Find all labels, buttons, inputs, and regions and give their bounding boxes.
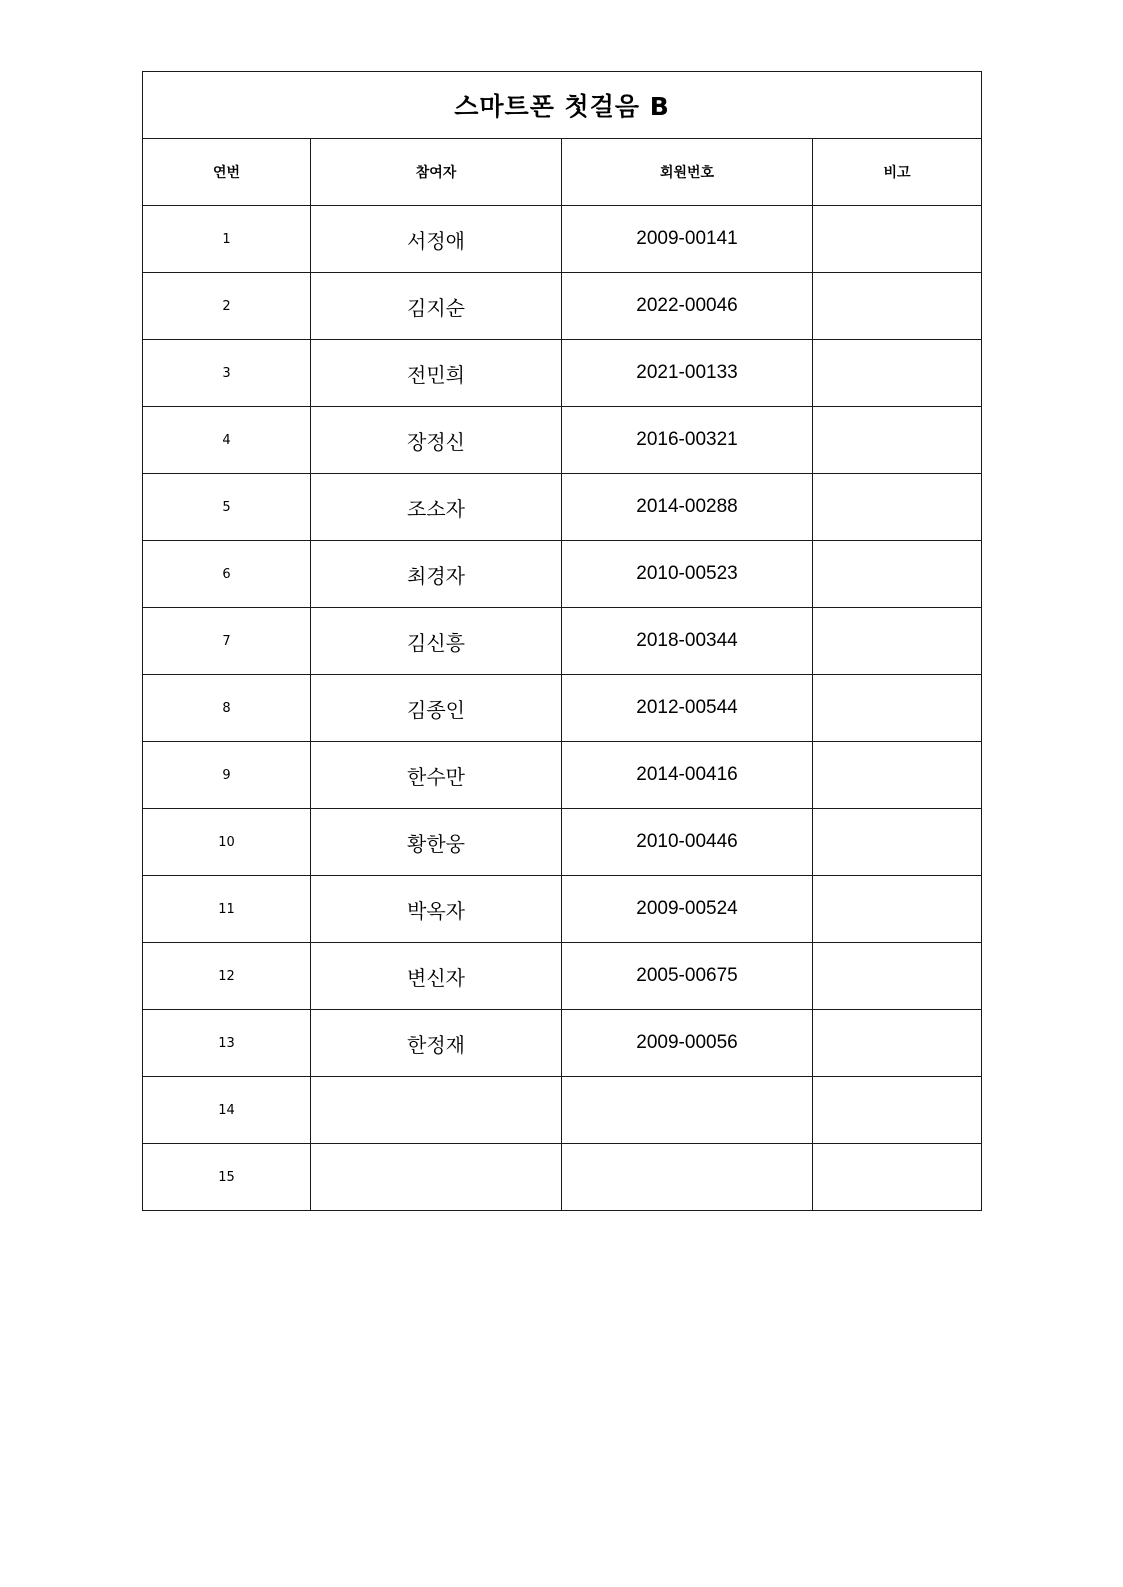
note-cell: [813, 340, 982, 407]
participant-name: 최경자: [311, 541, 562, 608]
row-number: 8: [143, 675, 311, 742]
member-id: 2009-00141: [562, 206, 813, 273]
row-number: 14: [143, 1077, 311, 1144]
row-number: 1: [143, 206, 311, 273]
table-title: 스마트폰 첫걸음 B: [143, 72, 982, 139]
note-cell: [813, 1077, 982, 1144]
member-id: 2022-00046: [562, 273, 813, 340]
member-id: [562, 1077, 813, 1144]
table-row: [143, 1010, 982, 1077]
participant-name: [311, 1077, 562, 1144]
row-number: 10: [143, 809, 311, 876]
member-id: 2014-00416: [562, 742, 813, 809]
member-id: 2010-00446: [562, 809, 813, 876]
note-cell: [813, 742, 982, 809]
participant-name: 변신자: [311, 943, 562, 1010]
member-id: 2014-00288: [562, 474, 813, 541]
attendance-table: [142, 71, 982, 1211]
row-number: 7: [143, 608, 311, 675]
table-row: [143, 1077, 982, 1144]
table-row: [143, 742, 982, 809]
participant-name: [311, 1144, 562, 1211]
row-number: 15: [143, 1144, 311, 1211]
member-id: 2010-00523: [562, 541, 813, 608]
participant-name: 박옥자: [311, 876, 562, 943]
member-id: 2009-00524: [562, 876, 813, 943]
member-id: 2012-00544: [562, 675, 813, 742]
row-number: 6: [143, 541, 311, 608]
table-row: [143, 340, 982, 407]
table-row: [143, 273, 982, 340]
table-row: [143, 675, 982, 742]
participant-name: 황한웅: [311, 809, 562, 876]
table-row: [143, 1144, 982, 1211]
note-cell: [813, 1144, 982, 1211]
column-header-member-id: 회원번호: [562, 139, 813, 206]
row-number: 2: [143, 273, 311, 340]
participant-name: 김신흥: [311, 608, 562, 675]
row-number: 11: [143, 876, 311, 943]
row-number: 3: [143, 340, 311, 407]
note-cell: [813, 809, 982, 876]
row-number: 5: [143, 474, 311, 541]
column-header-note: 비고: [813, 139, 982, 206]
table-row: [143, 541, 982, 608]
note-cell: [813, 1010, 982, 1077]
member-id: 2018-00344: [562, 608, 813, 675]
note-cell: [813, 541, 982, 608]
table-row: [143, 943, 982, 1010]
note-cell: [813, 608, 982, 675]
participant-name: 조소자: [311, 474, 562, 541]
note-cell: [813, 206, 982, 273]
member-id: 2016-00321: [562, 407, 813, 474]
participant-name: 김지순: [311, 273, 562, 340]
note-cell: [813, 943, 982, 1010]
note-cell: [813, 273, 982, 340]
row-number: 13: [143, 1010, 311, 1077]
member-id: 2005-00675: [562, 943, 813, 1010]
note-cell: [813, 474, 982, 541]
participant-name: 전민희: [311, 340, 562, 407]
member-id: 2009-00056: [562, 1010, 813, 1077]
member-id: [562, 1144, 813, 1211]
row-number: 12: [143, 943, 311, 1010]
table-row: [143, 206, 982, 273]
note-cell: [813, 876, 982, 943]
row-number: 4: [143, 407, 311, 474]
table-row: [143, 608, 982, 675]
note-cell: [813, 407, 982, 474]
table-body: [143, 206, 982, 1211]
column-header-no: 연번: [143, 139, 311, 206]
row-number: 9: [143, 742, 311, 809]
note-cell: [813, 675, 982, 742]
header-row: [143, 139, 982, 206]
table-row: [143, 809, 982, 876]
participant-name: 서정애: [311, 206, 562, 273]
table-row: [143, 876, 982, 943]
member-id: 2021-00133: [562, 340, 813, 407]
participant-name: 한수만: [311, 742, 562, 809]
participant-name: 장정신: [311, 407, 562, 474]
table-row: [143, 407, 982, 474]
column-header-participant: 참여자: [311, 139, 562, 206]
participant-name: 김종인: [311, 675, 562, 742]
table-row: [143, 474, 982, 541]
participant-name: 한정재: [311, 1010, 562, 1077]
